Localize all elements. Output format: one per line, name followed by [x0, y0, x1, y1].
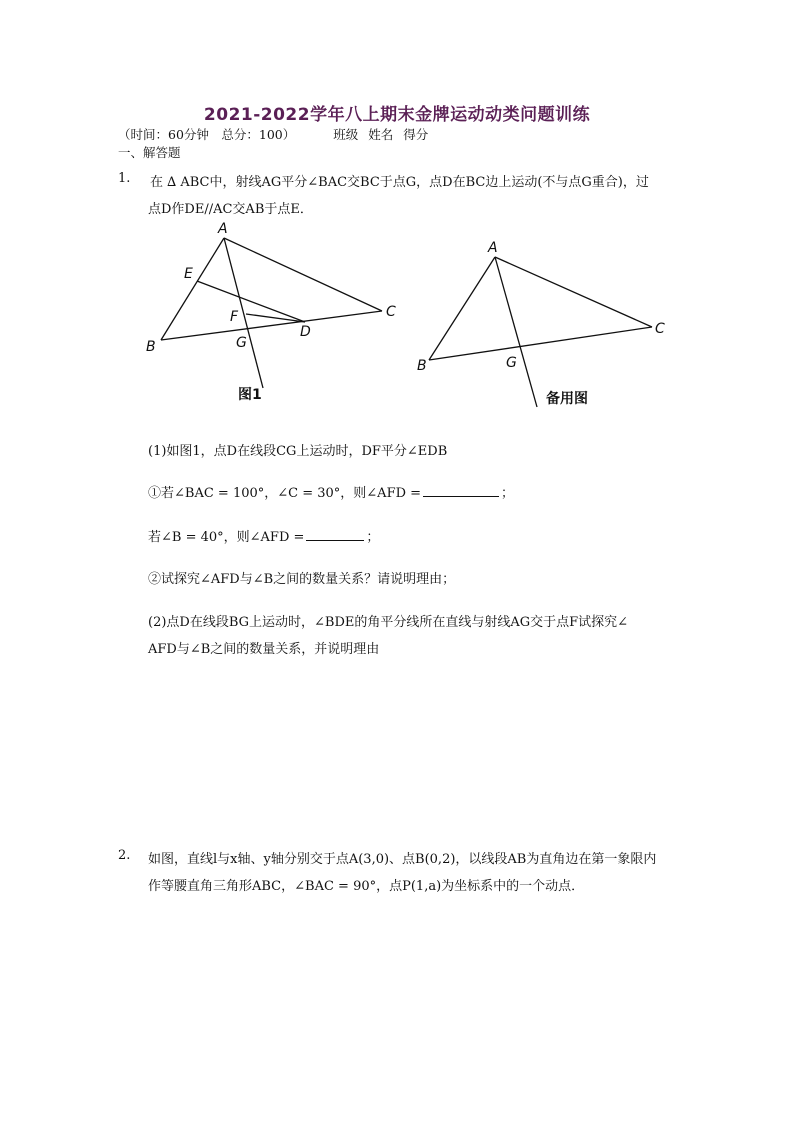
- question-2-line-1: 如图，直线l与x轴、y轴分别交于点A(3,0)、点B(0,2)，以线段AB为直角边在第一象限内: [148, 852, 657, 867]
- segment-bc: [161, 311, 382, 340]
- fig1-label-c: C: [386, 304, 396, 320]
- question-1-sub-1b: [148, 526, 379, 545]
- fig2-label-b: B: [417, 358, 427, 374]
- figure-2: [429, 257, 652, 407]
- name-label: 姓名: [368, 127, 394, 142]
- fig1-label-f: F: [230, 309, 239, 325]
- figure-1-labels: [146, 221, 396, 403]
- sub-1a-suffix: ；: [501, 486, 515, 501]
- page-title: 2021-2022学年八上期末金牌运动动类问题训练: [203, 105, 591, 125]
- figure-2-labels: [417, 240, 665, 407]
- exam-time-score: （时间：60分钟 总分：100）: [118, 127, 296, 142]
- question-1-stem-line-1: 在 ∆ ABC中，射线AG平分∠BAC交BC于点G，点D在BC边上运动(不与点G重合)，过: [150, 175, 649, 190]
- question-1-sub-1a: [148, 482, 514, 501]
- question-2-line-2: 作等腰直角三角形ABC，∠BAC = 90°，点P(1,a)为坐标系中的一个动点．: [148, 879, 585, 894]
- question-1-part-2-line-1: (2)点D在线段BG上运动时，∠BDE的角平分线所在直线与射线AG交于点F试探究∠: [148, 615, 629, 630]
- fig2-segment-ab: [429, 257, 495, 360]
- fig1-label-d: D: [300, 324, 311, 340]
- segment-ab: [161, 238, 224, 340]
- question-1-stem-line-2: 点D作DE//AC交AB于点E．: [148, 202, 313, 217]
- fig2-caption: 备用图: [546, 391, 588, 407]
- fig1-caption: 图1: [238, 387, 262, 403]
- figure-1: [161, 238, 382, 388]
- score-label: 得分: [403, 127, 429, 142]
- answer-blank-1b[interactable]: [306, 528, 364, 541]
- fig1-label-g: G: [236, 335, 247, 351]
- fig1-label-a: A: [218, 221, 228, 237]
- fig1-label-b: B: [146, 339, 156, 355]
- question-1-part-2-line-2: AFD与∠B之间的数量关系，并说明理由: [148, 642, 380, 657]
- fig1-label-e: E: [184, 266, 193, 282]
- fig2-label-a: A: [488, 240, 498, 256]
- question-1-number: 1.: [118, 171, 131, 186]
- question-2-number: 2.: [118, 848, 131, 863]
- fig2-segment-ac: [495, 257, 652, 327]
- fig2-label-g: G: [506, 355, 517, 371]
- sub-1b-suffix: ；: [366, 530, 380, 545]
- question-1-part-1: (1)如图1，点D在线段CG上运动时，DF平分∠EDB: [148, 444, 448, 459]
- section-heading: 一、解答题: [118, 145, 181, 160]
- class-label: 班级: [333, 127, 359, 142]
- fig2-label-c: C: [655, 321, 665, 337]
- segment-de: [197, 281, 305, 322]
- sub-1b-text: 若∠B = 40°，则∠AFD =: [148, 530, 305, 545]
- fig2-segment-bc: [429, 327, 652, 360]
- fig2-ray-ag: [495, 257, 537, 407]
- sub-1a-text: ①若∠BAC = 100°，∠C = 30°，则∠AFD =: [148, 486, 422, 501]
- question-1-sub-2: ②试探究∠AFD与∠B之间的数量关系？请说明理由；: [148, 572, 456, 587]
- answer-blank-1a[interactable]: [423, 484, 499, 497]
